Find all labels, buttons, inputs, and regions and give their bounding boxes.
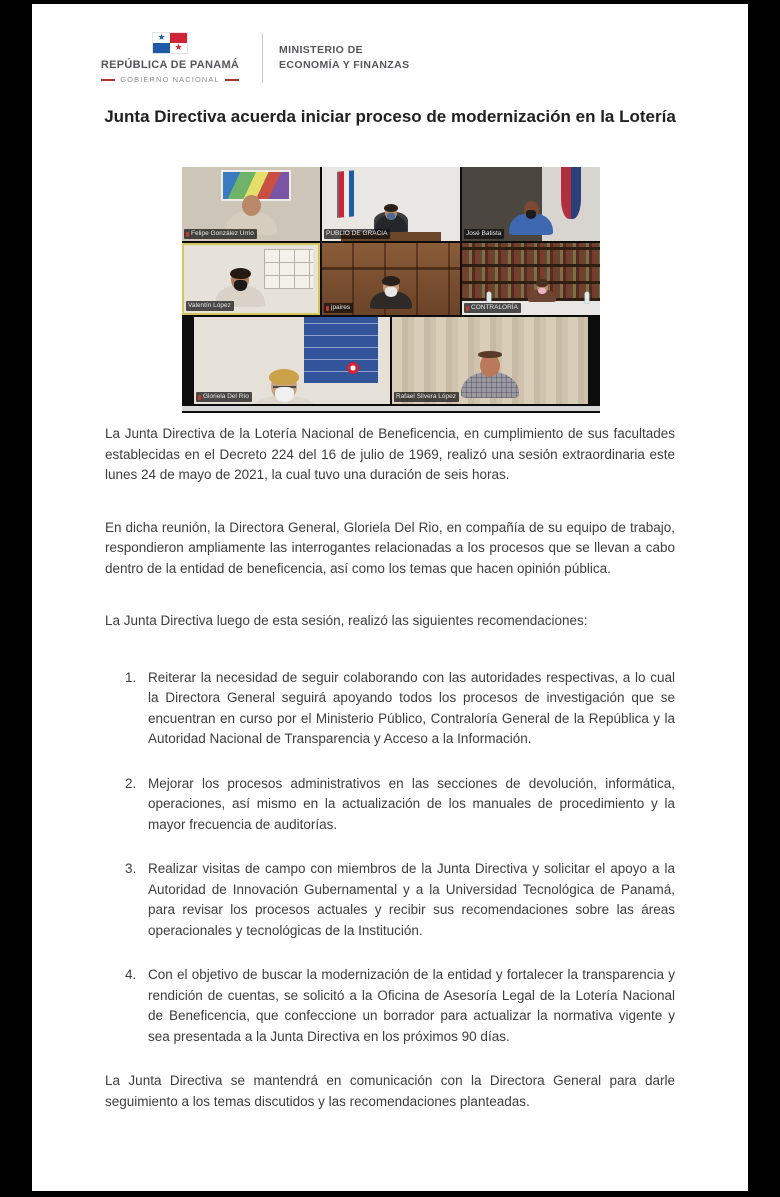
panama-flag-decor xyxy=(339,171,354,218)
flag-decor xyxy=(561,167,581,219)
list-item xyxy=(105,774,675,836)
article-body xyxy=(105,424,675,1112)
ministry-line2: ECONOMÍA Y FINANZAS xyxy=(279,59,410,71)
list-item-text: Mejorar los procesos administrativos en las secciones de devolución, informática, operaciones, así mismo en la actualización de los manuales de procedimiento y la mayor frecuencia de auditorías. xyxy=(148,775,675,832)
recommendations-list xyxy=(105,668,675,1048)
video-tile-jose xyxy=(462,167,600,241)
participant-name-label: Gloriela Del Río xyxy=(196,392,252,402)
video-tile-valentin xyxy=(182,243,320,315)
page-title: Junta Directiva acuerda iniciar proceso de modernización en la Lotería xyxy=(104,107,676,126)
video-tile-rafael xyxy=(392,317,588,404)
flag-quadrant xyxy=(153,43,170,53)
org-name: REPÚBLICA DE PANAMÁ xyxy=(100,59,240,71)
bottle-decor xyxy=(487,292,491,303)
list-item-text: Reiterar la necesidad de seguir colaborando con las autoridades respectivas, a lo cual la Directora General seguirá apoyando todos los procesos de investigación que se encuentran en curso por el Ministerio Público, Contraloría General de la República y la Autoridad Nacional de Transparencia y Acceso a la Información. xyxy=(148,669,675,746)
video-call-image xyxy=(182,167,600,413)
recommendations-intro: La Junta Directiva luego de esta sesión, realizó las siguientes recomendaciones: xyxy=(105,613,588,628)
mic-icon xyxy=(198,395,201,400)
person-figure xyxy=(461,354,519,398)
header-divider xyxy=(262,33,263,83)
participant-name-label: Valentín López xyxy=(186,301,234,311)
participant-name-label: José Batista xyxy=(464,229,504,239)
flag-quadrant xyxy=(170,43,187,53)
ministry-name xyxy=(279,43,410,73)
panama-flag-icon xyxy=(152,32,188,54)
list-item-number: 3. xyxy=(125,861,137,876)
paragraph: En dicha reunión, la Directora General, Gloriela Del Rio, en compañía de su equipo de trabajo, respondieron ampliamente las interrogantes relacionadas a los procesos que se llevan a cabo dentro de la entidad de beneficencia, así como los temas que hacen opinión pública. xyxy=(105,519,675,576)
gobierno-nacional-logo xyxy=(94,32,246,84)
video-tile-felipe xyxy=(182,167,320,241)
blue-star-icon: ★ xyxy=(157,32,166,43)
list-item-number: 2. xyxy=(125,775,137,791)
org-subtitle xyxy=(94,75,246,84)
list-item xyxy=(105,965,675,1047)
list-item-number: 1. xyxy=(125,669,137,685)
ministry-line1: MINISTERIO DE xyxy=(279,44,363,56)
red-star-icon: ★ xyxy=(174,42,183,53)
participant-name-label: PUBLIO DE GRACIA xyxy=(324,229,390,239)
participant-name-label: jpaires xyxy=(324,303,353,313)
video-tile-contraloria xyxy=(462,243,600,315)
video-tile-publio xyxy=(322,167,460,241)
video-tile-gloriela xyxy=(194,317,390,404)
list-item xyxy=(105,859,675,941)
mic-icon xyxy=(326,306,329,311)
window-decor xyxy=(264,249,312,288)
header xyxy=(94,32,410,84)
list-item xyxy=(105,668,675,750)
participant-name-label: CONTRALORÍA xyxy=(464,303,521,313)
org-subtitle-label: GOBIERNO NACIONAL xyxy=(120,75,220,84)
video-row xyxy=(182,317,600,404)
cabinet-decor xyxy=(322,267,460,270)
video-row xyxy=(182,167,600,241)
mic-icon xyxy=(186,232,189,237)
person-figure xyxy=(370,278,412,309)
person-figure xyxy=(252,372,316,404)
document-page xyxy=(32,4,748,1191)
mic-icon xyxy=(466,306,469,311)
dash-decoration xyxy=(101,79,115,81)
list-item-text: Con el objetivo de buscar la modernización de la entidad y fortalecer la transparencia y rendición de cuentas, se solicitó a la Oficina de Asesoría Legal de la Lotería Nacional de Beneficencia, que confeccione un borrador para actualizar la normativa vigente y sea presentada a la Junta Directiva en los próximos 90 días. xyxy=(148,967,675,1044)
participant-name-label: Rafael Silvera López xyxy=(394,392,459,402)
list-item-text: Realizar visitas de campo con miembros de la Junta Directiva y solicitar el apoyo a la Autoridad de Innovación Gubernamental y a la Universidad Tecnológica de Panamá, para revisar los procesos actuales y recibir sus recomendaciones sobre las áreas operacionales y tecnológicas de la Institución. xyxy=(148,861,675,938)
bottle-decor xyxy=(585,292,589,303)
dash-decoration xyxy=(225,79,239,81)
video-tile-center xyxy=(322,243,460,315)
participant-name-label: Felipe González Urrio xyxy=(184,229,257,239)
video-row xyxy=(182,243,600,315)
flag-quadrant xyxy=(153,33,170,43)
person-figure xyxy=(509,201,553,235)
closing-paragraph: La Junta Directiva se mantendrá en comunicación con la Directora General para darle seguimiento a los temas discutidos y las recomendaciones planteadas. xyxy=(105,1073,675,1109)
image-bottom-strip xyxy=(182,406,600,411)
person-figure xyxy=(528,281,556,302)
list-item-number: 4. xyxy=(125,967,137,982)
paragraph: La Junta Directiva de la Lotería Nacional de Beneficencia, en cumplimiento de sus facultades establecidas en el Decreto 224 del 16 de julio de 1969, realizó una sesión extraordinaria este lunes 24 de mayo de 2021, la cual tuvo una duración de seis horas. xyxy=(105,426,675,482)
